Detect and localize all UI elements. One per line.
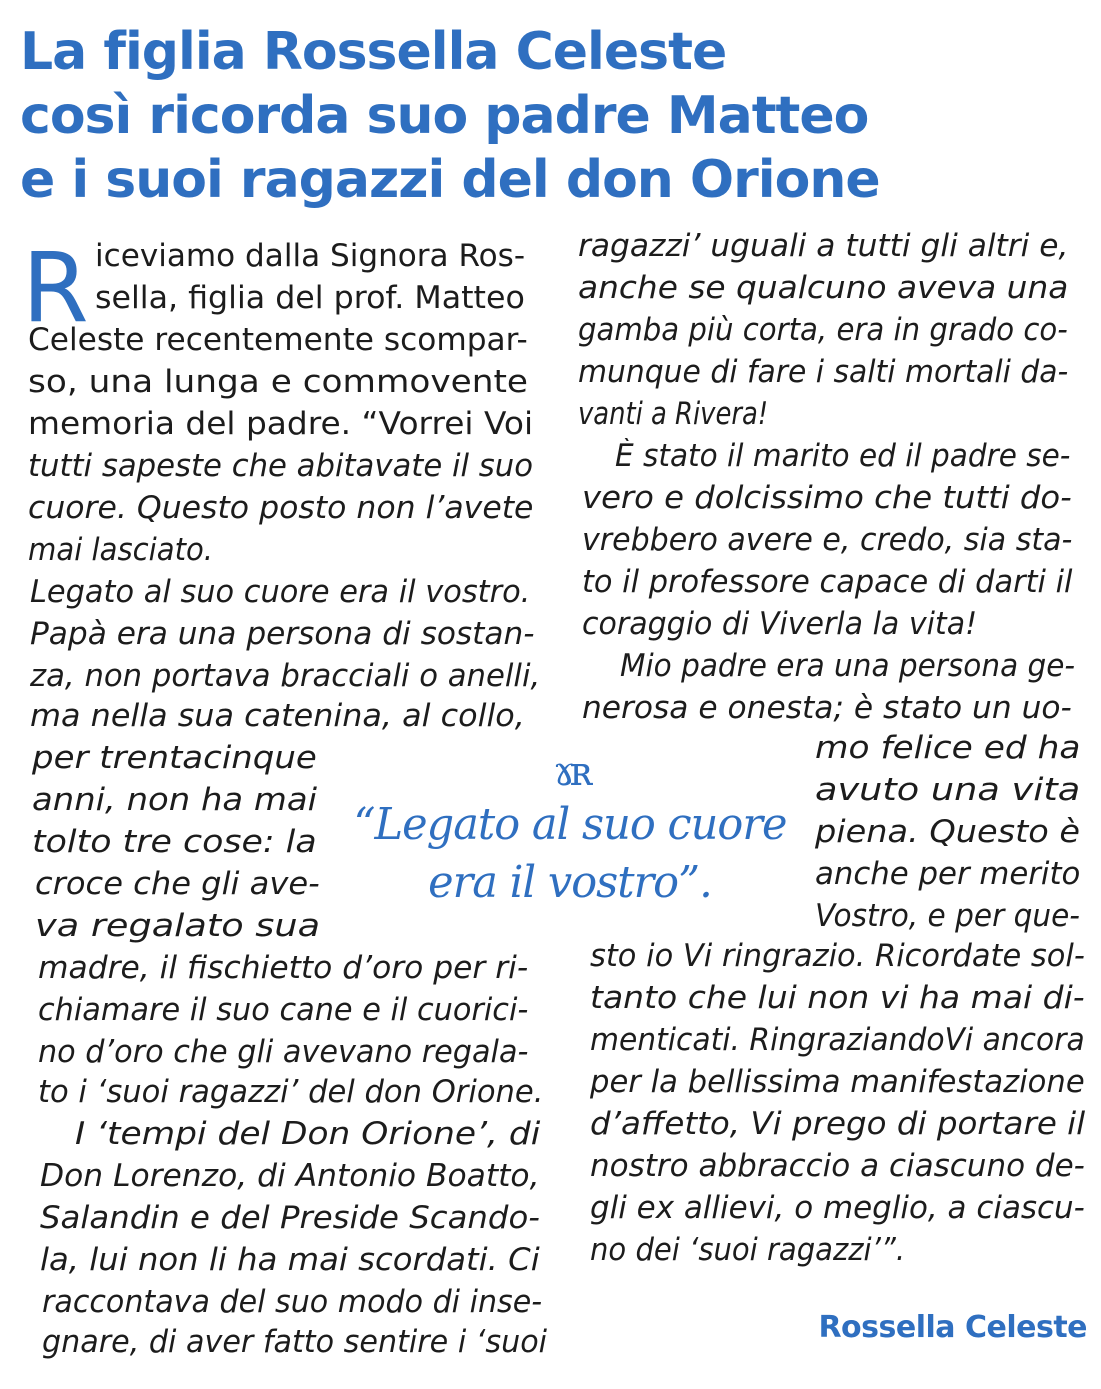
- right-line: vrebbero avere e, credo, sia sta-: [582, 522, 1073, 558]
- left-line: anni, non ha mai: [32, 782, 318, 818]
- article-title: [20, 20, 880, 212]
- left-line: gnare, di aver fatto sentire i ‘suoi: [42, 1324, 548, 1360]
- left-line: Celeste recentemente scompar-: [28, 322, 528, 358]
- right-line: È stato il marito ed il padre se-: [615, 438, 1071, 474]
- left-line: chiamare il suo cane e il cuorici-: [38, 992, 529, 1028]
- right-line: mo felice ed ha: [815, 730, 1081, 766]
- left-line: I ‘tempi del Don Orione’, di: [75, 1116, 541, 1152]
- left-line: Papà era una persona di sostan-: [30, 616, 535, 652]
- right-line: Mio padre era una persona ge-: [620, 648, 1076, 684]
- left-line: raccontava del suo modo di inse-: [42, 1284, 543, 1320]
- left-line: za, non portava bracciali o anelli,: [30, 658, 541, 694]
- right-line: munque di fare i salti mortali da-: [578, 354, 1069, 390]
- right-line: vero e dolcissimo che tutti do-: [582, 480, 1072, 516]
- right-line: avuto una vita: [815, 772, 1081, 808]
- left-line: sella, figlia del prof. Matteo: [95, 280, 525, 316]
- pull-quote-line-1: “Legato al suo cuore: [353, 799, 787, 850]
- left-line: la, lui non li ha mai scordati. Ci: [40, 1242, 540, 1278]
- left-line: va regalato sua: [35, 908, 321, 944]
- left-line: tolto tre cose: la: [32, 824, 317, 860]
- right-line: nerosa e onesta; è stato un uo-: [582, 690, 1072, 726]
- right-line: no dei ‘suoi ragazzi’”.: [590, 1232, 906, 1268]
- left-line: Don Lorenzo, di Antonio Boatto,: [40, 1158, 540, 1194]
- right-line: menticati. RingraziandoVi ancora: [590, 1022, 1085, 1058]
- left-line: no d’oro che gli avevano regala-: [38, 1034, 529, 1070]
- right-line: to il professore capace di darti il: [582, 564, 1073, 600]
- drop-cap: R: [22, 232, 89, 344]
- author-signature: Rossella Celeste: [818, 1310, 1087, 1345]
- right-line: gli ex allievi, o meglio, a ciascu-: [590, 1190, 1085, 1226]
- pull-quote: [340, 748, 800, 928]
- right-line: piena. Questo è: [815, 814, 1081, 850]
- left-line: tutti sapeste che abitavate il suo: [28, 448, 534, 484]
- right-line: anche per merito: [815, 856, 1081, 892]
- left-line: memoria del padre. “Vorrei Voi: [28, 406, 534, 442]
- left-line: croce che gli ave-: [35, 866, 320, 902]
- left-line: per trentacinque: [32, 740, 317, 776]
- right-line: vanti a Rivera!: [578, 396, 769, 432]
- right-line: d’affetto, Vi prego di portare il: [590, 1106, 1086, 1142]
- right-line: per la bellissima manifestazione: [590, 1064, 1085, 1100]
- right-line: Vostro, e per que-: [815, 898, 1080, 934]
- title-line-1: La figlia Rossella Celeste: [20, 22, 727, 82]
- ornament-icon: ɤʀ: [553, 749, 587, 795]
- right-line: gamba più corta, era in grado co-: [578, 312, 1068, 348]
- right-line: nostro abbraccio a ciascuno de-: [590, 1148, 1085, 1184]
- right-line: ragazzi’ uguali a tutti gli altri e,: [578, 228, 1069, 264]
- left-line: ma nella sua catenina, al collo,: [30, 698, 525, 734]
- left-line: cuore. Questo posto non l’avete: [28, 490, 534, 526]
- pull-quote-line-2: era il vostro”.: [428, 857, 712, 908]
- left-line: Legato al suo cuore era il vostro.: [30, 574, 531, 610]
- left-line: so, una lunga e commovente: [28, 364, 528, 400]
- left-line: mai lasciato.: [28, 532, 214, 568]
- right-line: sto io Vi ringrazio. Ricordate sol-: [590, 938, 1085, 974]
- title-line-3: e i suoi ragazzi del don Orione: [20, 150, 880, 210]
- right-line: anche se qualcuno aveva una: [578, 270, 1069, 306]
- left-line: to i ‘suoi ragazzi’ del don Orione.: [38, 1074, 544, 1110]
- title-line-2: così ricorda suo padre Matteo: [20, 86, 869, 146]
- left-line: madre, il fischietto d’oro per ri-: [38, 950, 529, 986]
- left-line: Salandin e del Preside Scando-: [40, 1200, 540, 1236]
- right-line: tanto che lui non vi ha mai di-: [590, 980, 1085, 1016]
- left-line: iceviamo dalla Signora Ros-: [95, 238, 526, 274]
- right-line: coraggio di Viverla la vita!: [582, 606, 978, 642]
